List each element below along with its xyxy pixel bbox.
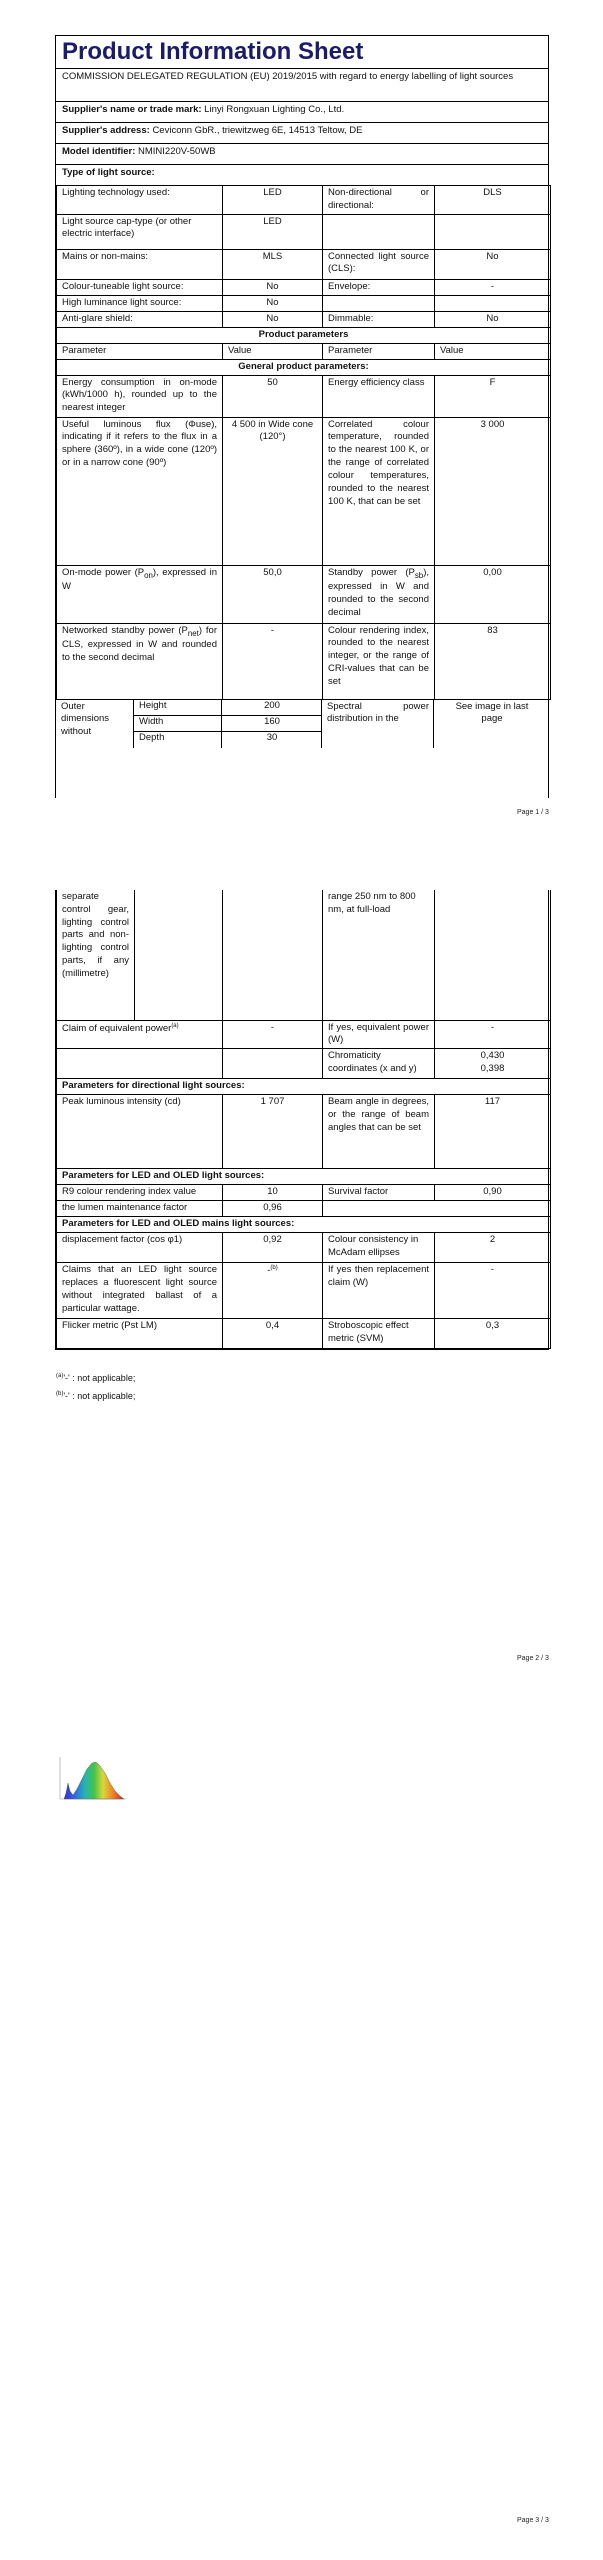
page-number-3: Page 3 / 3 bbox=[517, 2517, 549, 2524]
energy-label: Energy consumption in on-mode (kWh/1000 h), rounded up to the nearest integer bbox=[57, 375, 223, 417]
width-label: Width bbox=[139, 715, 164, 727]
product-parameters-heading: Product parameters bbox=[57, 327, 551, 343]
cct-label: Correlated colour temperature, rounded to the nearest 100 K, or the range of correlated colour temperatures, rounded to the nearest 100 K, that can be set bbox=[323, 417, 435, 565]
sheet-title: Product Information Sheet bbox=[56, 36, 548, 69]
header-parameter: Parameter bbox=[57, 343, 223, 359]
survival-value: 0,90 bbox=[435, 1185, 551, 1201]
cri-label: Colour rendering index, rounded to the nearest integer, or the range of CRI-values that can be set bbox=[323, 623, 435, 699]
efficiency-value: F bbox=[435, 375, 551, 417]
chromaticity-y: 0,398 bbox=[480, 1062, 505, 1074]
type-label: Type of light source: bbox=[62, 167, 155, 178]
tech-label: Lighting technology used: bbox=[57, 186, 223, 215]
colour-tune-label: Colour-tuneable light source: bbox=[57, 279, 223, 295]
chromaticity-label: Chromaticity coordinates (x and y) bbox=[323, 1049, 435, 1079]
page-2-table bbox=[56, 890, 551, 1349]
networked-standby-value: - bbox=[223, 623, 323, 699]
empty-cell bbox=[135, 890, 223, 1020]
dimensions-label-cont: separate control gear, lighting control parts and non-lighting control parts, if any (millimetre) bbox=[57, 890, 135, 1020]
standby-power-value: 0,00 bbox=[435, 565, 551, 623]
equivalent-power-value: - bbox=[223, 1020, 323, 1049]
chromaticity-value bbox=[435, 1049, 551, 1079]
height-label: Height bbox=[139, 699, 167, 711]
energy-value: 50 bbox=[223, 375, 323, 417]
general-parameters-heading: General product parameters: bbox=[57, 359, 551, 375]
col-divider bbox=[221, 700, 222, 748]
depth-label: Depth bbox=[139, 731, 165, 743]
spectral-distribution-image bbox=[56, 1755, 128, 1803]
equivalent-power-label: Claim of equivalent power$^{(a)}$ bbox=[57, 1020, 223, 1049]
envelope-value: - bbox=[435, 279, 551, 295]
height-value: 200 bbox=[264, 699, 280, 711]
r9-value: 10 bbox=[223, 1185, 323, 1201]
footnote-b: $^{(b)}$'-' : not applicable; bbox=[56, 1391, 136, 1401]
header-value: Value bbox=[435, 343, 551, 359]
replacement-claim-label: Claims that an LED light source replaces a fluorescent light source without integrated ballast of a particular wattage. bbox=[57, 1263, 223, 1319]
cct-value: 3 000 bbox=[435, 417, 551, 565]
empty-cell bbox=[323, 1201, 435, 1217]
dimensions-row-part-1 bbox=[56, 700, 548, 748]
survival-label: Survival factor bbox=[323, 1185, 435, 1201]
spectrum-curve bbox=[64, 1762, 124, 1799]
tech-value: LED bbox=[223, 186, 323, 215]
dimension-width-row bbox=[134, 716, 322, 732]
cri-value: 83 bbox=[435, 623, 551, 699]
flicker-value: 0,4 bbox=[223, 1319, 323, 1349]
dimension-height-row bbox=[134, 700, 322, 716]
regulation-text: COMMISSION DELEGATED REGULATION (EU) 2019/2015 with regard to energy labelling of light sources bbox=[56, 69, 548, 102]
cls-label: Connected light source (CLS): bbox=[323, 249, 435, 279]
beam-angle-value: 117 bbox=[435, 1095, 551, 1169]
dimension-depth-row bbox=[134, 732, 322, 748]
directional-section-heading: Parameters for directional light sources: bbox=[57, 1079, 551, 1095]
networked-standby-label: Networked standby power $(P_{net})$ for CLS, expressed in W and rounded to the second decimal bbox=[57, 623, 223, 699]
cls-value: No bbox=[435, 249, 551, 279]
replacement-yes-label: If yes then replacement claim (W) bbox=[323, 1263, 435, 1319]
antiglare-label: Anti-glare shield: bbox=[57, 311, 223, 327]
dimmable-label: Dimmable: bbox=[323, 311, 435, 327]
beam-angle-label: Beam angle in degrees, or the range of beam angles that can be set bbox=[323, 1095, 435, 1169]
flux-label: Useful luminous flux (Φuse), indicating if it refers to the flux in a sphere (360º), in a wide cone (120º) or in a narrow cone (90º) bbox=[57, 417, 223, 565]
mains-section-heading: Parameters for LED and OLED mains light sources: bbox=[57, 1217, 551, 1233]
empty-cell bbox=[435, 214, 551, 249]
lumen-maintenance-label: the lumen maintenance factor bbox=[57, 1201, 223, 1217]
supplier-address: Ceviconn GbR., triewitzweg 6E, 14513 Teltow, DE bbox=[152, 125, 363, 136]
equivalent-yes-label: If yes, equivalent power (W) bbox=[323, 1020, 435, 1049]
peak-intensity-label: Peak luminous intensity (cd) bbox=[57, 1095, 223, 1169]
chromaticity-x: 0,430 bbox=[480, 1050, 505, 1062]
displacement-label: displacement factor (cos φ1) bbox=[57, 1233, 223, 1263]
empty-cell bbox=[323, 295, 435, 311]
empty-cell bbox=[323, 214, 435, 249]
page-number-2: Page 2 / 3 bbox=[517, 1655, 549, 1662]
header-value: Value bbox=[223, 343, 323, 359]
supplier-address-row bbox=[56, 123, 548, 144]
supplier-name-row bbox=[56, 102, 548, 123]
mcadam-label: Colour consistency in McAdam ellipses bbox=[323, 1233, 435, 1263]
dimmable-value: No bbox=[435, 311, 551, 327]
page-1-sheet bbox=[55, 35, 549, 798]
header-parameter: Parameter bbox=[323, 343, 435, 359]
displacement-value: 0,92 bbox=[223, 1233, 323, 1263]
empty-cell bbox=[435, 295, 551, 311]
flicker-label: Flicker metric (Pst LM) bbox=[57, 1319, 223, 1349]
model-label: Model identifier: bbox=[62, 146, 136, 157]
lumen-maintenance-value: 0,96 bbox=[223, 1201, 323, 1217]
directional-label: Non-directional or directional: bbox=[323, 186, 435, 215]
spd-label-cont: range 250 nm to 800 nm, at full-load bbox=[323, 890, 435, 1020]
empty-cell bbox=[435, 1201, 551, 1217]
peak-intensity-value: 1 707 bbox=[223, 1095, 323, 1169]
width-value: 160 bbox=[264, 715, 280, 727]
page-2-sheet bbox=[55, 890, 549, 1350]
mains-label: Mains or non-mains: bbox=[57, 249, 223, 279]
svm-value: 0,3 bbox=[435, 1319, 551, 1349]
mains-value: MLS bbox=[223, 249, 323, 279]
empty-cell bbox=[223, 1049, 323, 1079]
envelope-label: Envelope: bbox=[323, 279, 435, 295]
empty-cell bbox=[57, 1049, 223, 1079]
spd-label: Spectral power distribution in the bbox=[327, 700, 429, 725]
page-1-table bbox=[56, 185, 551, 700]
standby-power-label: Standby power $(P_{sb})$, expressed in W and rounded to the second decimal bbox=[323, 565, 435, 623]
dimensions-label: Outer dimensions without bbox=[56, 700, 134, 748]
supplier-name-label: Supplier's name or trade mark: bbox=[62, 104, 202, 115]
equivalent-yes-value: - bbox=[435, 1020, 551, 1049]
cap-value: LED bbox=[223, 214, 323, 249]
page-number-1: Page 1 / 3 bbox=[517, 809, 549, 816]
svm-label: Stroboscopic effect metric (SVM) bbox=[323, 1319, 435, 1349]
on-mode-power-label: On-mode power $(P_{on})$, expressed in W bbox=[57, 565, 223, 623]
empty-cell bbox=[435, 890, 551, 1020]
r9-label: R9 colour rendering index value bbox=[57, 1185, 223, 1201]
empty-cell bbox=[223, 890, 323, 1020]
model-identifier: NMINI220V-50WB bbox=[138, 146, 216, 157]
high-lum-value: No bbox=[223, 295, 323, 311]
led-section-heading: Parameters for LED and OLED light sources: bbox=[57, 1169, 551, 1185]
spd-value: See image in last page bbox=[455, 700, 529, 725]
antiglare-value: No bbox=[223, 311, 323, 327]
supplier-name: Linyi Rongxuan Lighting Co., Ltd. bbox=[204, 104, 345, 115]
replacement-yes-value: - bbox=[435, 1263, 551, 1319]
high-lum-label: High luminance light source: bbox=[57, 295, 223, 311]
directional-value: DLS bbox=[435, 186, 551, 215]
replacement-claim-value: -$^{(b)}$ bbox=[223, 1263, 323, 1319]
on-mode-power-value: 50,0 bbox=[223, 565, 323, 623]
footnote-a: $^{(a)}$'-' : not applicable; bbox=[56, 1373, 136, 1383]
depth-value: 30 bbox=[266, 731, 278, 743]
colour-tune-value: No bbox=[223, 279, 323, 295]
supplier-address-label: Supplier's address: bbox=[62, 125, 150, 136]
mcadam-value: 2 bbox=[435, 1233, 551, 1263]
efficiency-label: Energy efficiency class bbox=[323, 375, 435, 417]
cap-label: Light source cap-type (or other electric interface) bbox=[57, 214, 223, 249]
flux-value: 4 500 in Wide cone (120°) bbox=[223, 417, 323, 565]
model-row bbox=[56, 144, 548, 165]
